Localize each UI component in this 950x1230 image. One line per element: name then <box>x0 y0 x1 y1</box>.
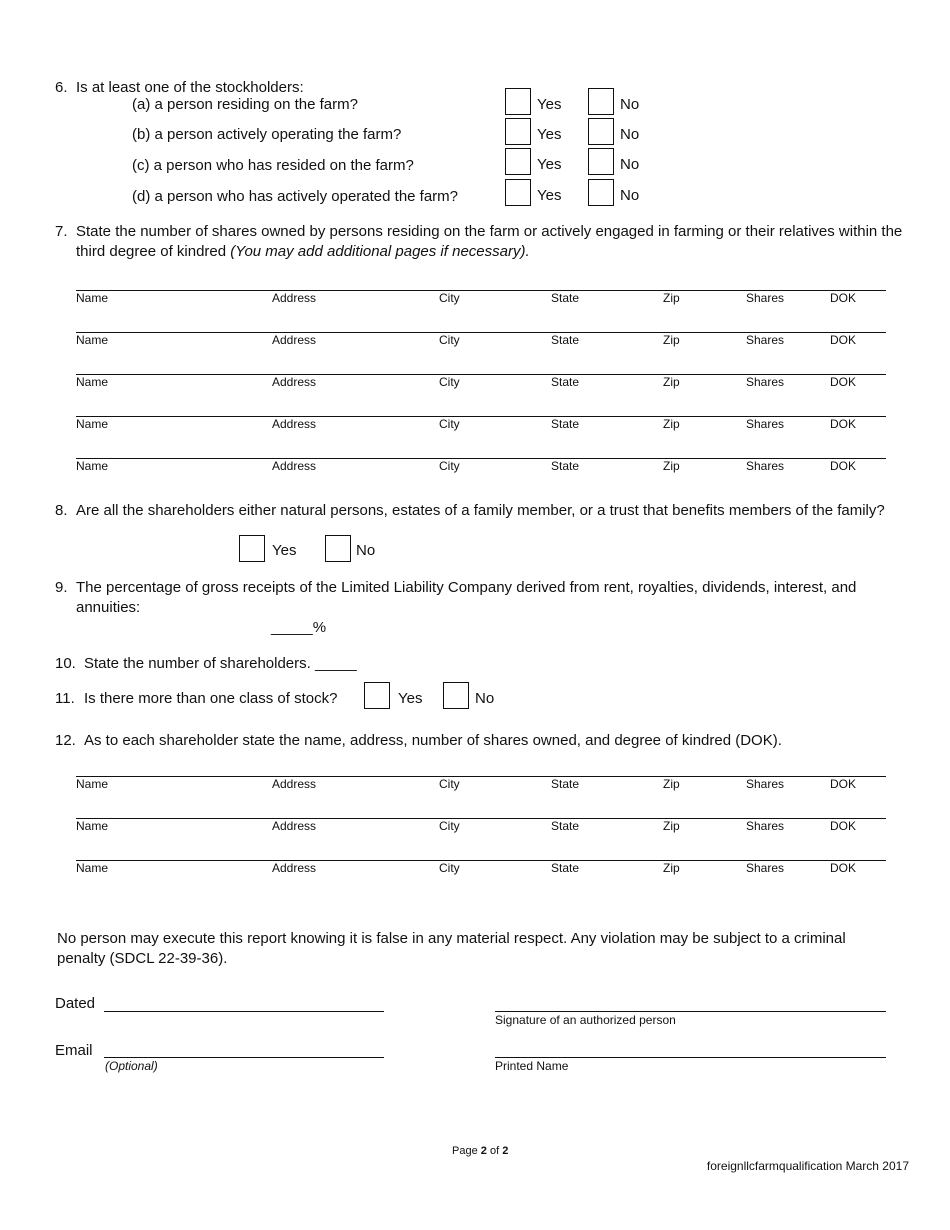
q6a-no-label: No <box>620 96 640 113</box>
q6c-yes-checkbox[interactable] <box>505 148 531 175</box>
col-shares: Shares <box>746 861 785 875</box>
q9-number: 9. <box>55 579 68 596</box>
form-id: foreignllcfarmqualification March 2017 <box>706 1159 909 1173</box>
q12-table-row[interactable] <box>76 818 886 838</box>
col-dok: DOK <box>830 861 857 875</box>
col-address: Address <box>272 777 317 791</box>
col-name: Name <box>76 375 109 389</box>
q8-no-label: No <box>356 542 376 559</box>
col-dok: DOK <box>830 459 857 473</box>
signature-caption: Signature of an authorized person <box>495 1013 676 1027</box>
email-optional-note: (Optional) <box>105 1059 158 1073</box>
col-dok: DOK <box>830 417 857 431</box>
q11-number: 11. <box>55 690 75 707</box>
q9-percentage-field[interactable]: _____% <box>271 619 327 636</box>
q12-table-row[interactable] <box>76 776 886 796</box>
col-shares: Shares <box>746 777 785 791</box>
col-name: Name <box>76 819 109 833</box>
col-address: Address <box>272 417 317 431</box>
q10-number: 10. <box>55 655 76 672</box>
dated-label: Dated <box>55 995 96 1012</box>
q6b-no-checkbox[interactable] <box>588 118 614 145</box>
q7-note: (You may add additional pages if necessary). <box>230 243 530 260</box>
q8-number: 8. <box>55 502 68 519</box>
q6a-no-checkbox[interactable] <box>588 88 614 115</box>
q8-yes-label: Yes <box>272 542 297 559</box>
q6d-no-label: No <box>620 187 640 204</box>
legal-notice: No person may execute this report knowing it is false in any material respect. Any violation may be subject to a criminal penalty (SDCL 22-39-36). <box>57 930 846 967</box>
col-shares: Shares <box>746 375 785 389</box>
q11-no-label: No <box>475 690 495 707</box>
q6d-no-checkbox[interactable] <box>588 179 614 206</box>
page-of: of <box>489 1145 500 1157</box>
q11-text: Is there more than one class of stock? <box>84 690 338 707</box>
q7-table-row[interactable] <box>76 374 886 394</box>
col-dok: DOK <box>830 375 857 389</box>
col-name: Name <box>76 861 109 875</box>
col-state: State <box>551 777 580 791</box>
col-city: City <box>439 459 460 473</box>
signature-line[interactable] <box>495 1011 886 1012</box>
col-name: Name <box>76 333 109 347</box>
col-city: City <box>439 777 460 791</box>
col-state: State <box>551 375 580 389</box>
col-state: State <box>551 333 580 347</box>
q12-table-row[interactable] <box>76 860 886 880</box>
q6-question: Is at least one of the stockholders: <box>76 79 304 96</box>
q8-no-checkbox[interactable] <box>325 535 351 562</box>
q7-table-row[interactable] <box>76 458 886 478</box>
email-field-line[interactable] <box>104 1057 384 1058</box>
q6c-label: (c) a person who has resided on the farm? <box>132 157 414 174</box>
col-address: Address <box>272 333 317 347</box>
email-label: Email <box>55 1042 93 1059</box>
q9-text: The percentage of gross receipts of the Limited Liability Company derived from rent, royalties, dividends, interest, and annuities: <box>76 579 857 616</box>
col-zip: Zip <box>663 861 680 875</box>
printed-name-line[interactable] <box>495 1057 886 1058</box>
page-prefix: Page <box>452 1145 478 1157</box>
col-address: Address <box>272 819 317 833</box>
q11-yes-label: Yes <box>398 690 423 707</box>
q12-text: As to each shareholder state the name, address, number of shares owned, and degree of kindred (DOK). <box>84 732 782 749</box>
page-current: 2 <box>480 1145 487 1157</box>
q6c-no-checkbox[interactable] <box>588 148 614 175</box>
col-dok: DOK <box>830 777 857 791</box>
q7-table-row[interactable] <box>76 290 886 310</box>
q7-table-row[interactable] <box>76 332 886 352</box>
page-total: 2 <box>502 1145 509 1157</box>
col-zip: Zip <box>663 777 680 791</box>
q6b-no-label: No <box>620 126 640 143</box>
col-shares: Shares <box>746 333 785 347</box>
col-address: Address <box>272 861 317 875</box>
col-zip: Zip <box>663 375 680 389</box>
col-state: State <box>551 861 580 875</box>
q6a-yes-checkbox[interactable] <box>505 88 531 115</box>
q6d-yes-checkbox[interactable] <box>505 179 531 206</box>
q11-yes-checkbox[interactable] <box>364 682 390 709</box>
q6a-label: (a) a person residing on the farm? <box>132 96 358 113</box>
col-city: City <box>439 417 460 431</box>
q12-number: 12. <box>55 732 76 749</box>
col-zip: Zip <box>663 333 680 347</box>
q6c-yes-label: Yes <box>537 156 562 173</box>
q6a-yes-label: Yes <box>537 96 562 113</box>
col-shares: Shares <box>746 459 785 473</box>
q10-text[interactable]: State the number of shareholders. _____ <box>84 655 357 672</box>
q11-no-checkbox[interactable] <box>443 682 469 709</box>
col-shares: Shares <box>746 417 785 431</box>
col-shares: Shares <box>746 819 785 833</box>
col-zip: Zip <box>663 459 680 473</box>
q7-table-row[interactable] <box>76 416 886 436</box>
col-shares: Shares <box>746 291 785 305</box>
col-zip: Zip <box>663 819 680 833</box>
col-zip: Zip <box>663 291 680 305</box>
q8-yes-checkbox[interactable] <box>239 535 265 562</box>
col-address: Address <box>272 291 317 305</box>
q6b-yes-checkbox[interactable] <box>505 118 531 145</box>
col-city: City <box>439 333 460 347</box>
q7-number: 7. <box>55 223 68 240</box>
col-city: City <box>439 861 460 875</box>
page-number <box>452 1145 508 1158</box>
q6b-label: (b) a person actively operating the farm? <box>132 126 402 143</box>
col-dok: DOK <box>830 819 857 833</box>
col-address: Address <box>272 459 317 473</box>
col-dok: DOK <box>830 291 857 305</box>
q7-text-block <box>76 222 911 262</box>
col-state: State <box>551 417 580 431</box>
q6c-no-label: No <box>620 156 640 173</box>
q6-number: 6. <box>55 79 68 96</box>
col-city: City <box>439 291 460 305</box>
q8-text: Are all the shareholders either natural persons, estates of a family member, or a trust that benefits members of the family? <box>76 502 885 519</box>
col-address: Address <box>272 375 317 389</box>
col-zip: Zip <box>663 417 680 431</box>
col-dok: DOK <box>830 333 857 347</box>
col-state: State <box>551 819 580 833</box>
col-city: City <box>439 375 460 389</box>
col-name: Name <box>76 777 109 791</box>
q6d-label: (d) a person who has actively operated the farm? <box>132 188 459 205</box>
col-state: State <box>551 459 580 473</box>
q6d-yes-label: Yes <box>537 187 562 204</box>
col-state: State <box>551 291 580 305</box>
printed-name-caption: Printed Name <box>495 1059 569 1073</box>
dated-field-line[interactable] <box>104 1011 384 1012</box>
col-name: Name <box>76 459 109 473</box>
q6b-yes-label: Yes <box>537 126 562 143</box>
q7-text: State the number of shares owned by persons residing on the farm or actively engaged in farming or their relatives within the third degree of kindred <box>76 223 903 260</box>
col-name: Name <box>76 291 109 305</box>
col-city: City <box>439 819 460 833</box>
col-name: Name <box>76 417 109 431</box>
